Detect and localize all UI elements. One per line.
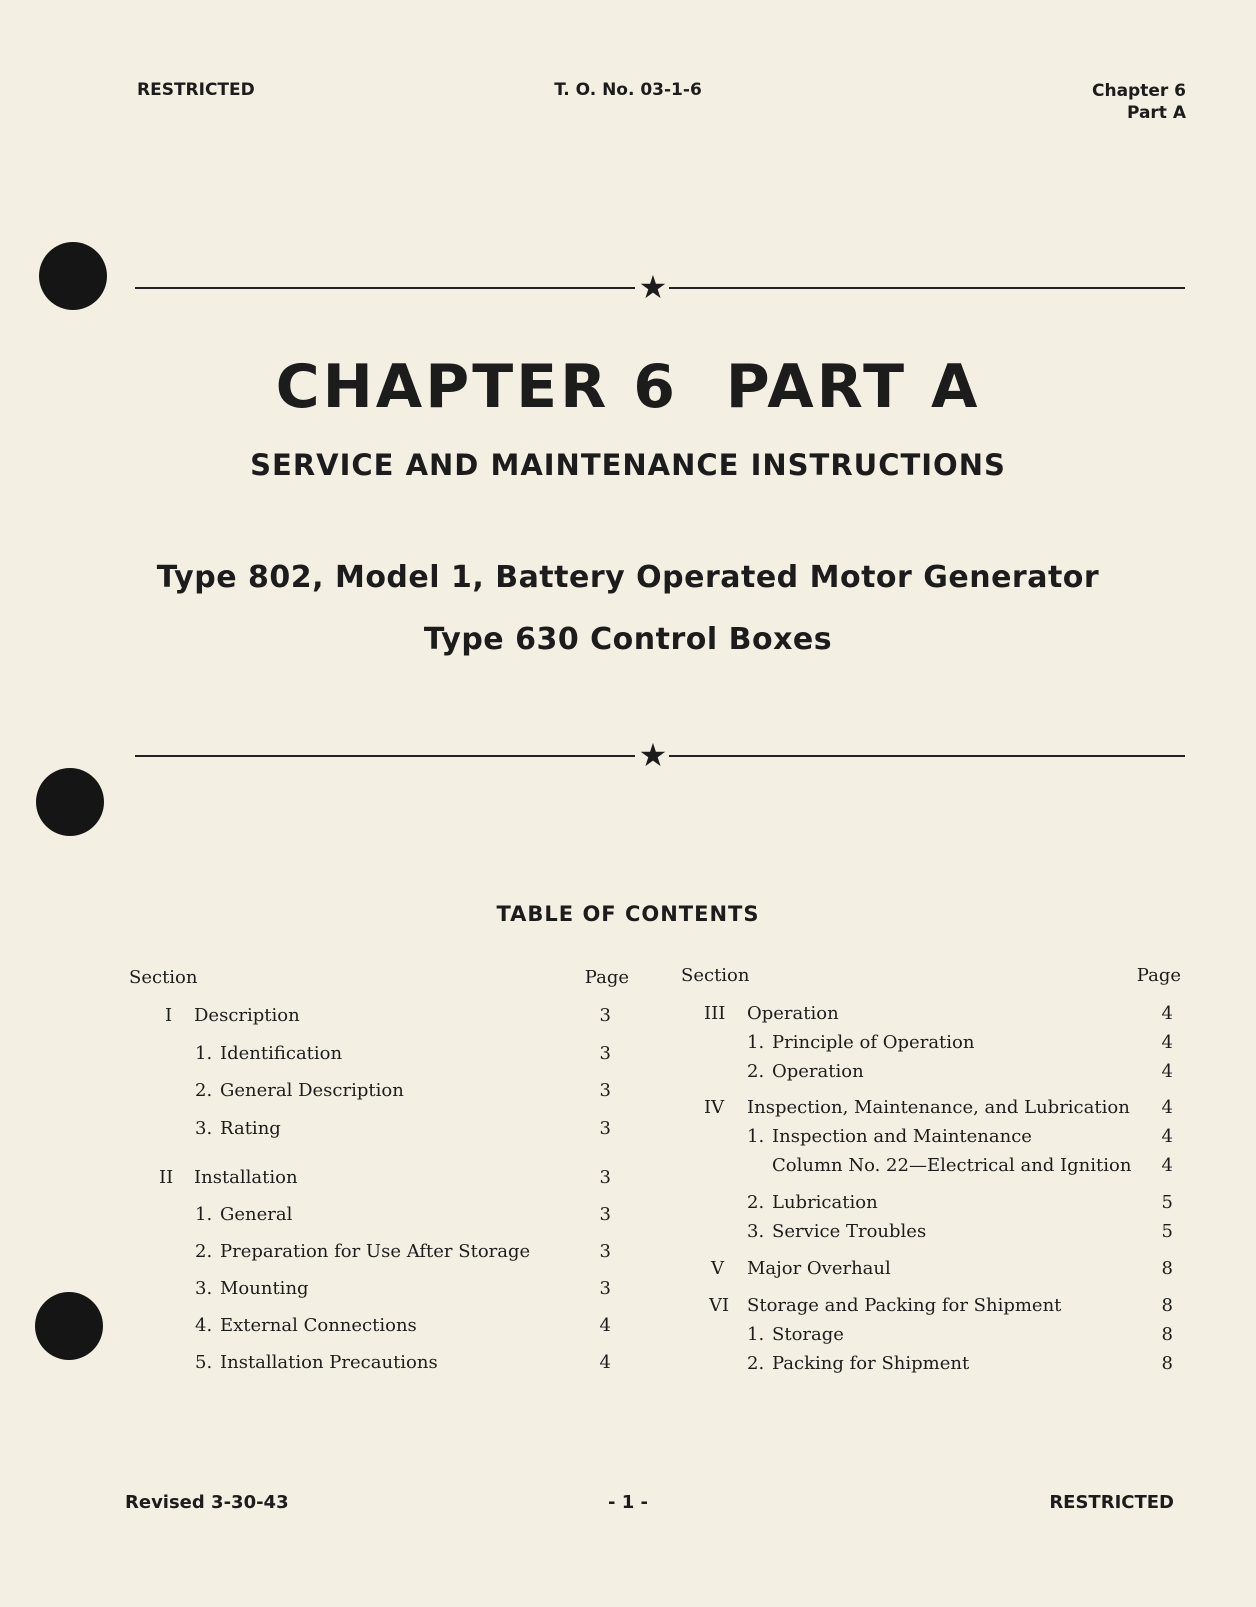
- page-number: - 1 -: [608, 1492, 648, 1513]
- toc-entry-page: 5: [1161, 1192, 1173, 1213]
- equipment-type-line-1: Type 802, Model 1, Battery Operated Motor Generator: [156, 560, 1100, 595]
- toc-entry-label: Identification: [220, 1043, 343, 1064]
- toc-entry-number: IV: [704, 1097, 725, 1118]
- footer-classification: RESTRICTED: [1049, 1492, 1174, 1513]
- toc-entry[interactable]: [681, 1258, 1183, 1282]
- toc-entry-label: Packing for Shipment: [772, 1353, 970, 1374]
- toc-entry[interactable]: [681, 1295, 1183, 1319]
- toc-entry[interactable]: [129, 1118, 629, 1142]
- toc-entry-label: Storage: [772, 1324, 844, 1345]
- star-icon: ★: [638, 736, 668, 774]
- toc-entry[interactable]: [129, 1278, 629, 1302]
- toc-section-header: Section: [129, 967, 198, 988]
- toc-page-header: Page: [584, 967, 629, 988]
- toc-entry-number: V: [711, 1258, 724, 1279]
- toc-entry-number: 1.: [195, 1043, 213, 1064]
- rule-line-left: [135, 755, 635, 757]
- toc-entry[interactable]: [681, 1097, 1183, 1121]
- toc-entry[interactable]: [681, 1221, 1183, 1245]
- toc-entry-number: III: [704, 1003, 726, 1024]
- toc-entry-label: Principle of Operation: [772, 1032, 975, 1053]
- toc-entry-page: 3: [599, 1167, 611, 1188]
- toc-right-column: [681, 965, 1183, 1385]
- toc-entry-label: Preparation for Use After Storage: [220, 1241, 531, 1262]
- toc-entry[interactable]: [681, 1155, 1183, 1179]
- bottom-star-rule: [135, 736, 1185, 774]
- toc-entry[interactable]: [129, 1315, 629, 1339]
- toc-entry-label: Installation Precautions: [220, 1352, 438, 1373]
- chapter-title: CHAPTER 6 PART A: [275, 352, 981, 422]
- toc-column-header: [681, 965, 1183, 989]
- toc-entry-page: 4: [599, 1315, 611, 1336]
- header-chapter-line: Chapter 6: [1091, 81, 1186, 101]
- top-star-rule: [135, 268, 1185, 306]
- toc-entry[interactable]: [129, 1043, 629, 1067]
- toc-entry[interactable]: [681, 1061, 1183, 1085]
- toc-entry[interactable]: [129, 1167, 629, 1191]
- toc-entry-label: Operation: [772, 1061, 864, 1082]
- toc-entry-page: 3: [599, 1080, 611, 1101]
- binder-hole-middle: [36, 768, 104, 836]
- toc-entry-number: 4.: [195, 1315, 213, 1336]
- toc-entry[interactable]: [129, 1352, 629, 1376]
- toc-entry-page: 3: [599, 1118, 611, 1139]
- toc-entry-page: 8: [1161, 1258, 1173, 1279]
- toc-entry-page: 8: [1161, 1353, 1173, 1374]
- toc-entry[interactable]: [129, 1080, 629, 1104]
- rule-line-left: [135, 287, 635, 289]
- toc-entry-number: 2.: [747, 1192, 765, 1213]
- toc-entry-label: General: [220, 1204, 293, 1225]
- footer-revision: Revised 3-30-43: [125, 1492, 289, 1513]
- toc-entry-number: 2.: [747, 1353, 765, 1374]
- toc-entry-number: VI: [709, 1295, 730, 1316]
- toc-entry-label: External Connections: [220, 1315, 417, 1336]
- toc-entry[interactable]: [681, 1324, 1183, 1348]
- toc-entry-number: 1.: [747, 1126, 765, 1147]
- toc-entry[interactable]: [681, 1192, 1183, 1216]
- toc-entry-page: 3: [599, 1278, 611, 1299]
- toc-page-header: Page: [1136, 965, 1181, 986]
- header-to-number: T. O. No. 03-1-6: [554, 80, 702, 100]
- toc-entry-page: 3: [599, 1005, 611, 1026]
- toc-entry-number: 3.: [747, 1221, 765, 1242]
- toc-entry-page: 3: [599, 1241, 611, 1262]
- toc-entry-page: 3: [599, 1043, 611, 1064]
- toc-entry-page: 8: [1161, 1324, 1173, 1345]
- toc-entry[interactable]: [129, 1241, 629, 1265]
- toc-entry-label: Lubrication: [772, 1192, 878, 1213]
- binder-hole-top: [39, 242, 107, 310]
- header-chapter: [1092, 80, 1186, 124]
- rule-line-right: [669, 287, 1185, 289]
- binder-hole-bottom: [35, 1292, 103, 1360]
- header-classification: RESTRICTED: [137, 80, 255, 100]
- toc-entry-label: Inspection and Maintenance: [772, 1126, 1032, 1147]
- toc-entry-number: 5.: [195, 1352, 213, 1373]
- toc-entry-number: 3.: [195, 1118, 213, 1139]
- toc-entry-page: 4: [1161, 1097, 1173, 1118]
- toc-entry-label: Major Overhaul: [747, 1258, 891, 1279]
- toc-entry-label: Operation: [747, 1003, 839, 1024]
- toc-entry[interactable]: [129, 1005, 629, 1029]
- toc-entry-page: 4: [1161, 1061, 1173, 1082]
- toc-entry-label: Column No. 22—Electrical and Ignition: [772, 1155, 1132, 1176]
- toc-entry[interactable]: [681, 1126, 1183, 1150]
- toc-entry-number: 1.: [747, 1324, 765, 1345]
- toc-title: TABLE OF CONTENTS: [496, 902, 760, 926]
- toc-entry-label: Inspection, Maintenance, and Lubrication: [747, 1097, 1130, 1118]
- toc-column-header: [129, 967, 629, 991]
- toc-entry-label: Mounting: [220, 1278, 309, 1299]
- toc-section-header: Section: [681, 965, 750, 986]
- toc-entry-label: General Description: [220, 1080, 404, 1101]
- toc-entry-number: I: [165, 1005, 173, 1026]
- toc-entry-label: Description: [194, 1005, 300, 1026]
- toc-entry-number: 1.: [195, 1204, 213, 1225]
- toc-entry-number: 2.: [195, 1080, 213, 1101]
- chapter-subtitle: SERVICE AND MAINTENANCE INSTRUCTIONS: [250, 448, 1006, 482]
- toc-entry-number: 2.: [747, 1061, 765, 1082]
- toc-entry-page: 4: [1161, 1032, 1173, 1053]
- toc-left-column: [129, 967, 629, 1387]
- toc-entry-label: Rating: [220, 1118, 281, 1139]
- toc-entry-page: 5: [1161, 1221, 1173, 1242]
- star-icon: ★: [638, 268, 668, 306]
- toc-entry-page: 4: [1161, 1003, 1173, 1024]
- toc-entry-number: 3.: [195, 1278, 213, 1299]
- toc-entry-label: Service Troubles: [772, 1221, 927, 1242]
- toc-entry-number: 2.: [195, 1241, 213, 1262]
- toc-entry-label: Storage and Packing for Shipment: [747, 1295, 1062, 1316]
- rule-line-right: [669, 755, 1185, 757]
- toc-entry[interactable]: [681, 1032, 1183, 1056]
- toc-entry-number: 1.: [747, 1032, 765, 1053]
- toc-entry-page: 4: [1161, 1155, 1173, 1176]
- toc-entry[interactable]: [129, 1204, 629, 1228]
- toc-entry[interactable]: [681, 1003, 1183, 1027]
- toc-entry-page: 3: [599, 1204, 611, 1225]
- toc-entry-number: II: [159, 1167, 174, 1188]
- toc-entry-page: 4: [599, 1352, 611, 1373]
- header-part-line: Part A: [1126, 103, 1186, 123]
- toc-entry-label: Installation: [194, 1167, 298, 1188]
- equipment-type-line-2: Type 630 Control Boxes: [423, 622, 833, 657]
- toc-entry[interactable]: [681, 1353, 1183, 1377]
- toc-entry-page: 8: [1161, 1295, 1173, 1316]
- toc-entry-page: 4: [1161, 1126, 1173, 1147]
